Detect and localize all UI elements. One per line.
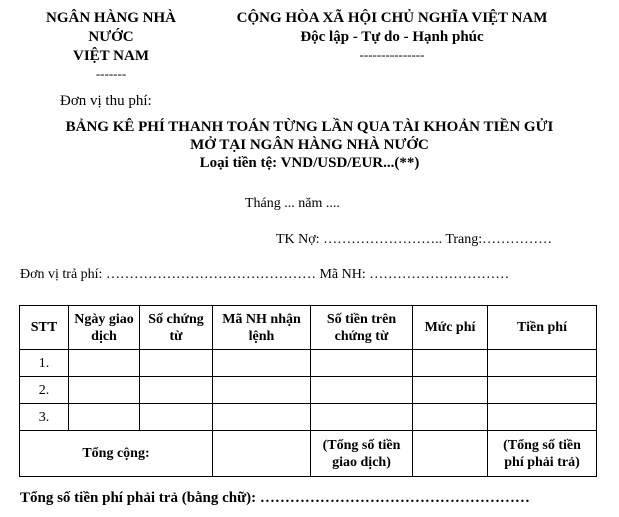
row-stt: 3. <box>20 404 69 431</box>
cell-amount[interactable] <box>311 404 413 431</box>
col-header-date: Ngày giao dịch <box>69 306 140 350</box>
collector-label: Đơn vị thu phí: <box>60 93 152 109</box>
total-fee-rate-empty <box>413 431 488 477</box>
col-header-voucher: Số chứng từ <box>140 306 213 350</box>
payer-line: Đơn vị trả phí: ……………………………………… Mã NH: ………………………… <box>20 267 510 282</box>
cell-voucher[interactable] <box>140 377 213 404</box>
table-header-row <box>20 306 597 350</box>
issuer-header <box>20 9 202 82</box>
account-line: TK Nợ: …………………….. Trang:…………… <box>276 232 553 247</box>
col-header-fee: Tiền phí <box>488 306 597 350</box>
cell-bank-code[interactable] <box>213 350 311 377</box>
total-label: Tổng cộng: <box>20 431 213 477</box>
col-header-amount: Số tiền trên chứng từ <box>311 306 413 350</box>
cell-amount[interactable] <box>311 350 413 377</box>
cell-fee[interactable] <box>488 404 597 431</box>
cell-fee-rate[interactable] <box>413 350 488 377</box>
cell-date[interactable] <box>69 404 140 431</box>
title-line-1: BẢNG KÊ PHÍ THANH TOÁN TỪNG LẦN QUA TÀI KHOẢN TIỀN GỬI <box>65 119 554 135</box>
issuer-line-3: VIỆT NAM <box>73 48 149 64</box>
document-title <box>0 118 619 172</box>
cell-fee[interactable] <box>488 350 597 377</box>
cell-voucher[interactable] <box>140 350 213 377</box>
total-amount: (Tổng số tiền giao dịch) <box>311 431 413 477</box>
col-header-fee-rate: Mức phí <box>413 306 488 350</box>
title-line-2: MỞ TẠI NGÂN HÀNG NHÀ NƯỚC <box>190 137 429 153</box>
cell-date[interactable] <box>69 377 140 404</box>
total-fee: (Tổng số tiền phí phải trả) <box>488 431 597 477</box>
total-in-words: Tổng số tiền phí phải trả (bằng chữ): ……………………………………………… <box>20 490 530 506</box>
table-row <box>20 404 597 431</box>
national-header <box>222 9 562 63</box>
cell-fee-rate[interactable] <box>413 377 488 404</box>
cell-bank-code[interactable] <box>213 404 311 431</box>
row-stt: 1. <box>20 350 69 377</box>
national-title: CỘNG HÒA XÃ HỘI CHỦ NGHĨA VIỆT NAM <box>236 10 548 26</box>
col-header-stt: STT <box>20 306 69 350</box>
national-motto: Độc lập - Tự do - Hạnh phúc <box>300 29 484 45</box>
period-line: Tháng ... năm .... <box>245 196 340 211</box>
cell-voucher[interactable] <box>140 404 213 431</box>
total-row <box>20 431 597 477</box>
issuer-divider: ------- <box>95 66 127 81</box>
row-stt: 2. <box>20 377 69 404</box>
table-row <box>20 350 597 377</box>
fee-table <box>19 305 597 477</box>
issuer-line-1: NGÂN HÀNG NHÀ <box>46 10 176 26</box>
cell-fee[interactable] <box>488 377 597 404</box>
currency-type: Loại tiền tệ: VND/USD/EUR...(**) <box>199 155 420 171</box>
total-empty-cell <box>213 431 311 477</box>
cell-fee-rate[interactable] <box>413 404 488 431</box>
table-row <box>20 377 597 404</box>
cell-date[interactable] <box>69 350 140 377</box>
cell-bank-code[interactable] <box>213 377 311 404</box>
issuer-line-2: NƯỚC <box>88 29 134 45</box>
col-header-bank-code: Mã NH nhận lệnh <box>213 306 311 350</box>
cell-amount[interactable] <box>311 377 413 404</box>
national-divider: --------------- <box>359 47 425 62</box>
